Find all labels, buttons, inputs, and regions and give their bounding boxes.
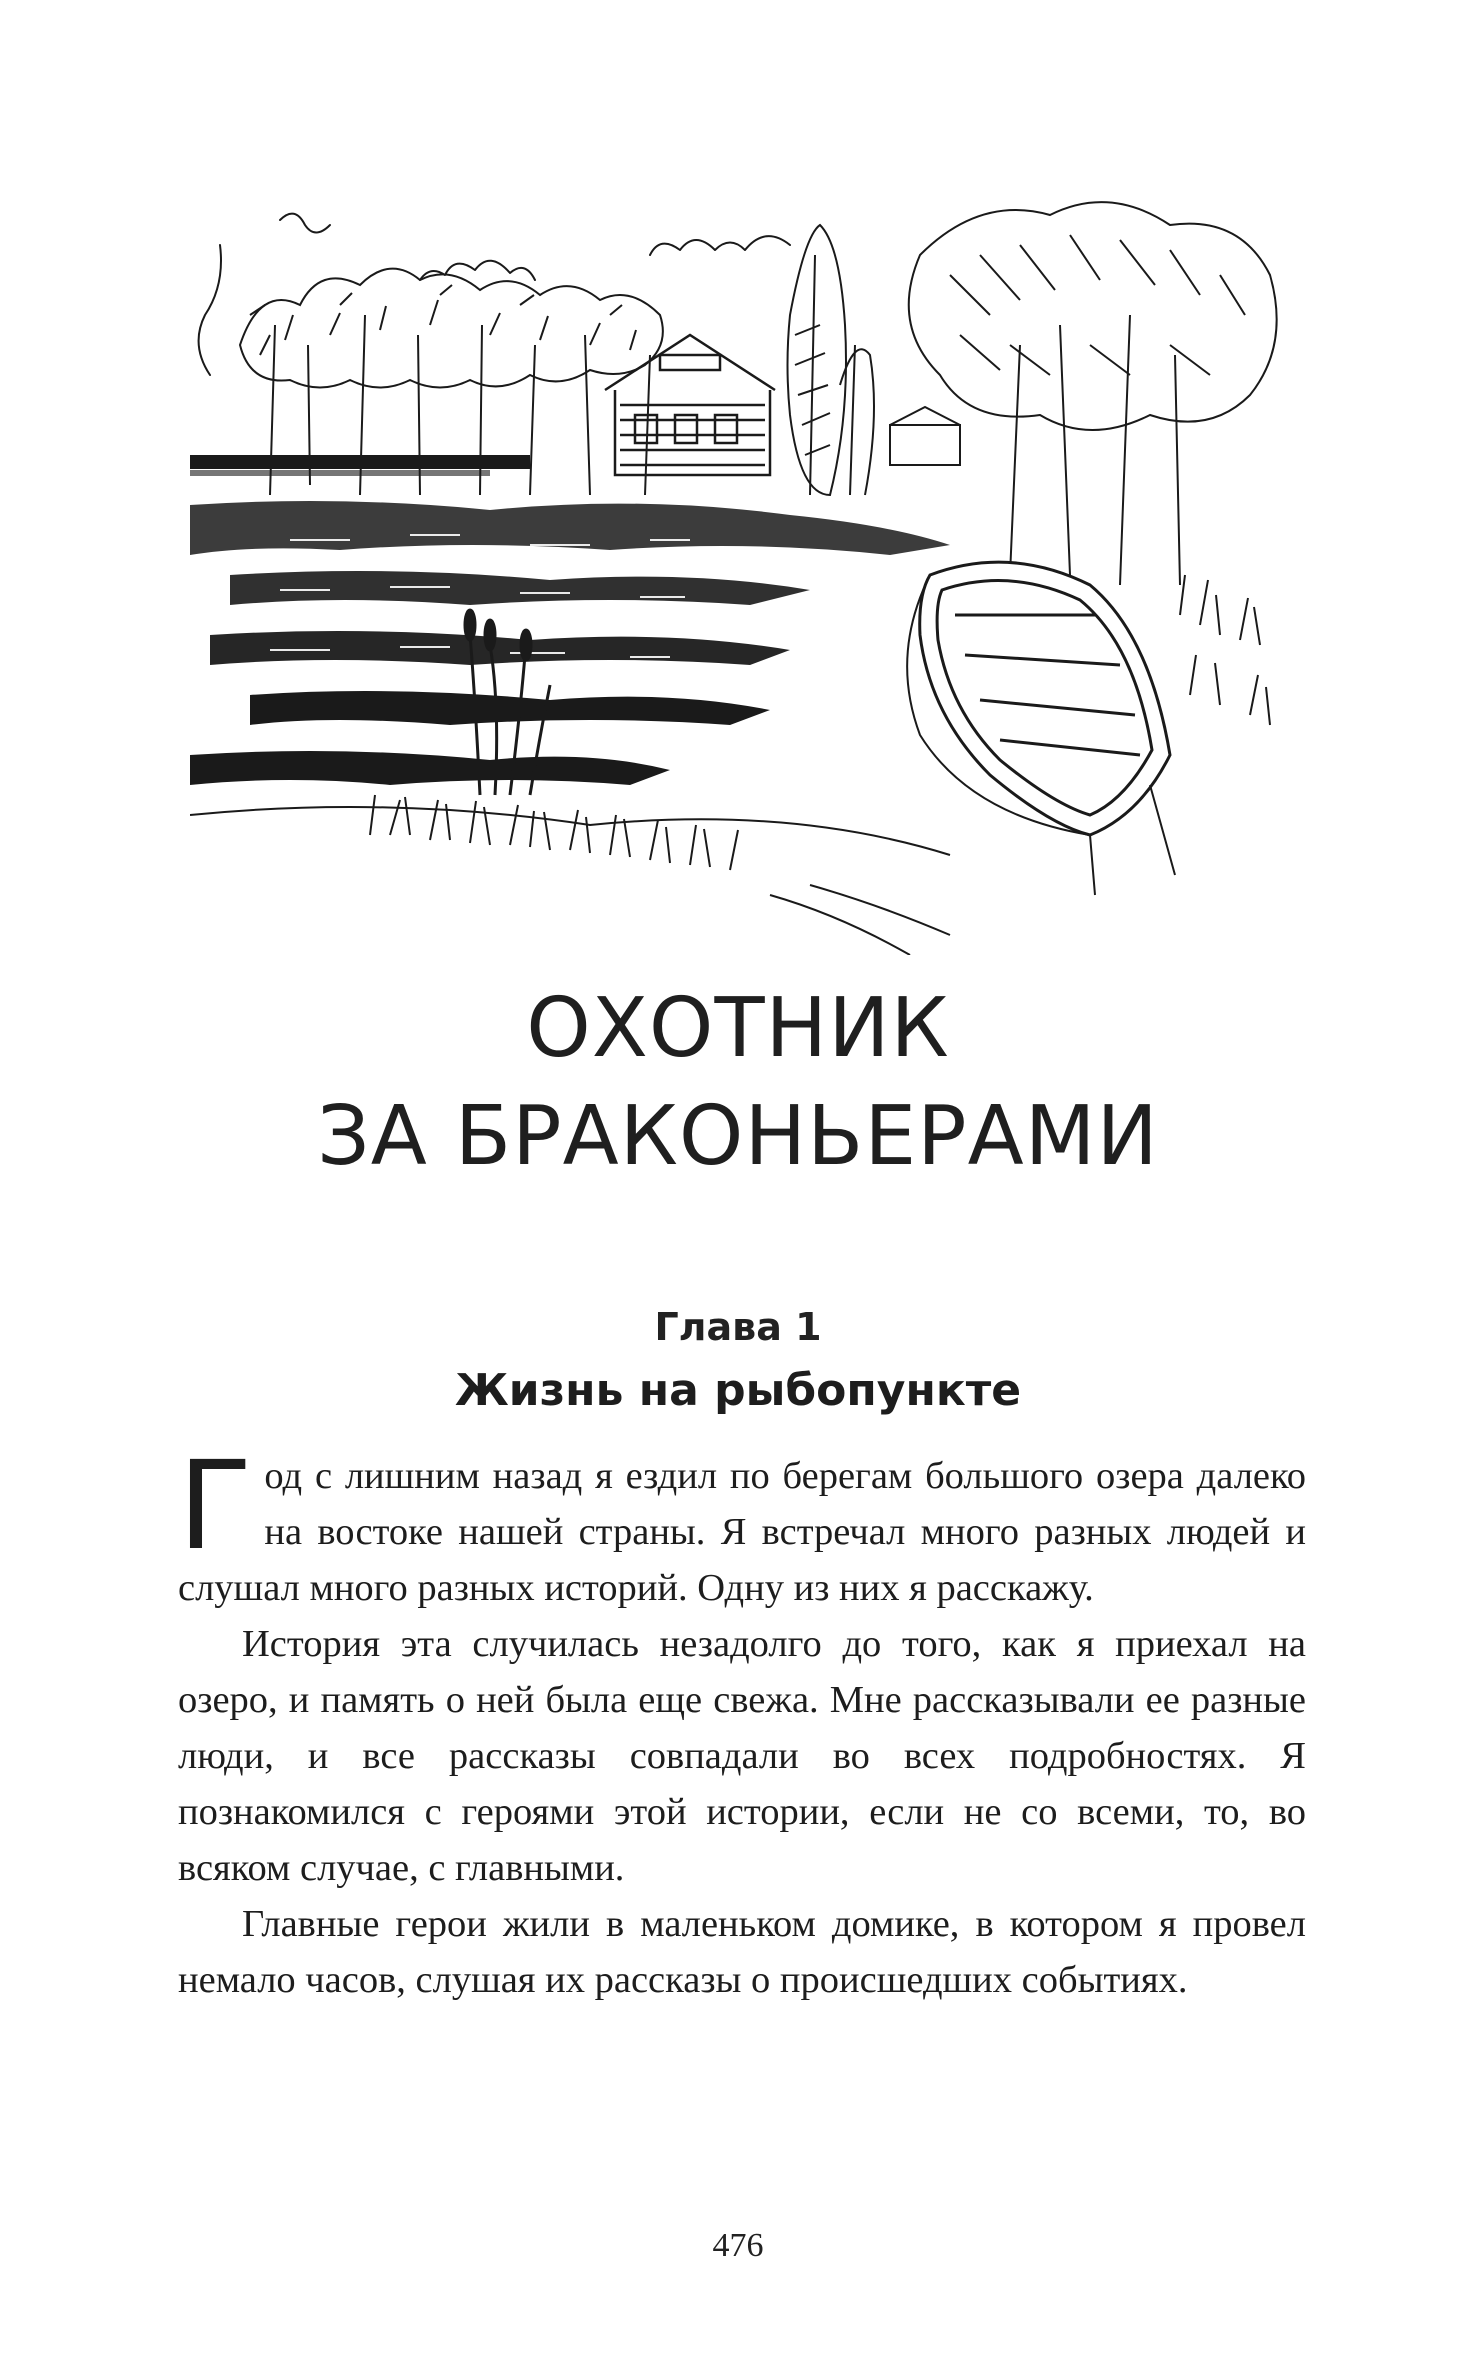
poplar-trees <box>788 225 875 495</box>
paragraph-2: История эта случилась незадолго до того, как я приехал на озеро, и память о ней была еще свежа. Мне рассказывали ее разные люди, и все рассказы совпадали во всех подробностях. Я познакомился с героями этой истории, если не со всеми, то, во всяком случае, с главными. <box>178 1623 1306 1889</box>
small-house-right <box>890 407 960 465</box>
lake-scene-illustration <box>190 195 1300 955</box>
lake-water <box>190 501 950 785</box>
book-title <box>0 975 1476 1191</box>
page-number: 476 <box>712 2227 764 2264</box>
drop-cap: Г <box>178 1435 253 1577</box>
chapter-title: Жизнь на рыбопункте <box>454 1365 1022 1416</box>
paragraph-1-text: од с лишним назад я ездил по берегам большого озера далеко на востоке нашей страны. Я встречал много разных людей и слушал много разных историй. Одну из них я расскажу. <box>178 1455 1306 1609</box>
shore-grass <box>190 795 950 955</box>
tree-group-right <box>909 202 1277 585</box>
chapter-label: Глава 1 <box>654 1305 822 1349</box>
paragraph-1 <box>178 1435 1306 1616</box>
rowboat <box>907 562 1175 895</box>
paragraph-3: Главные герои жили в маленьком домике, в котором я провел немало часов, слушая их рассказы о происшедших событиях. <box>178 1903 1306 2001</box>
book-title-line-2: ЗА БРАКОНЬЕРАМИ <box>317 1089 1159 1184</box>
book-title-line-1: ОХОТНИК <box>526 981 950 1076</box>
house <box>605 335 775 475</box>
body-text <box>178 1435 1306 2008</box>
right-bank-grass <box>1180 575 1270 725</box>
